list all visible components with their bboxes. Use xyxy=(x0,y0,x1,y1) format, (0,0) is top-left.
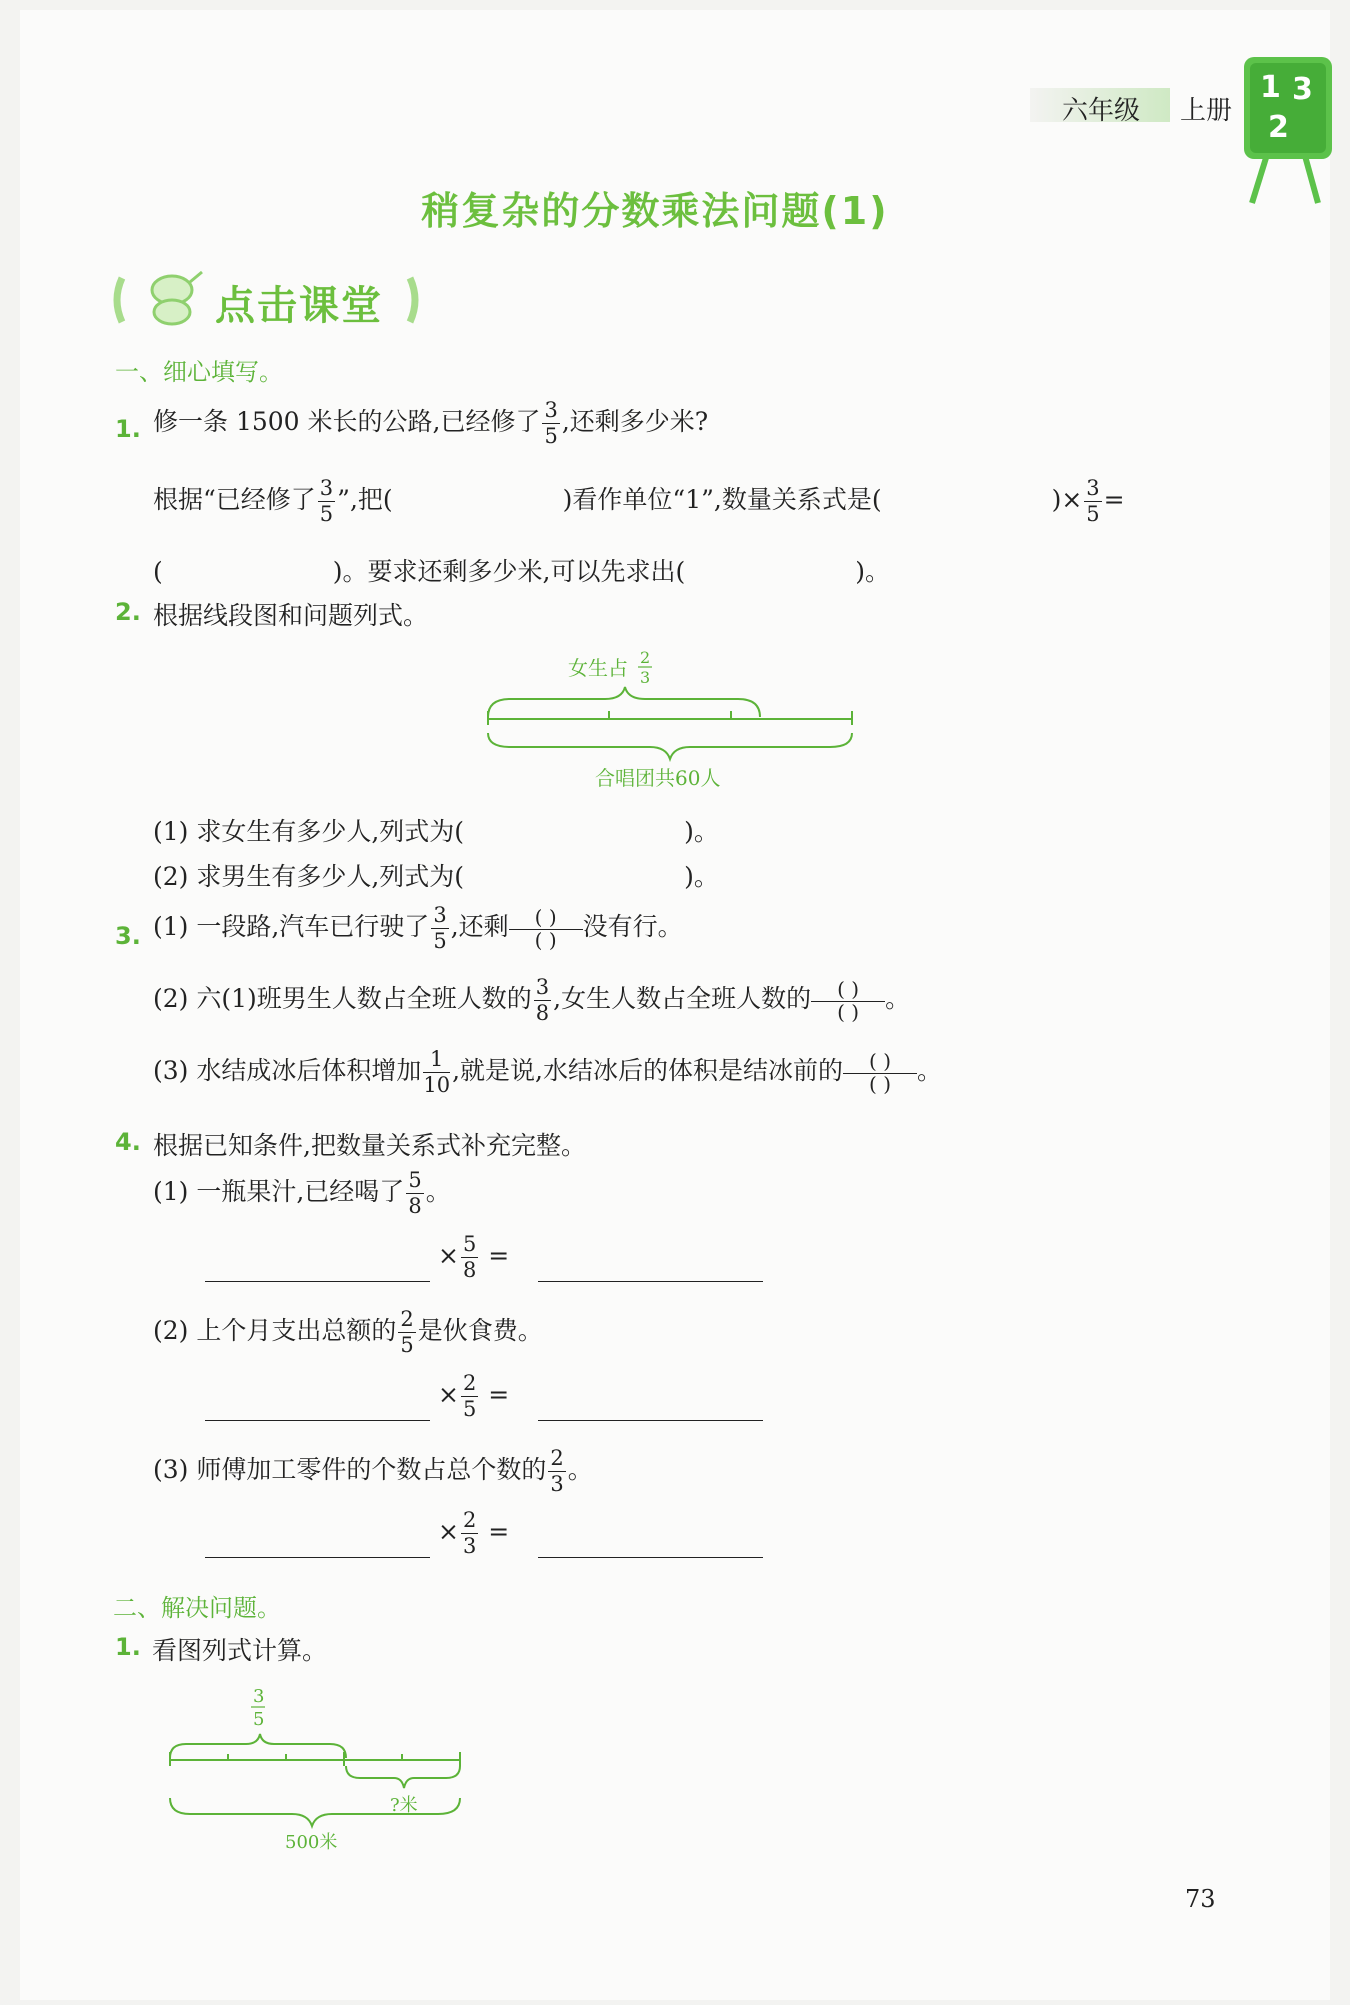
svg-text:5: 5 xyxy=(253,1709,265,1730)
svg-text:3: 3 xyxy=(640,668,651,687)
section1-heading: 一、细心填写。 xyxy=(115,358,283,386)
q2-number: 2. xyxy=(115,598,141,626)
answer-line[interactable] xyxy=(205,1420,430,1421)
q4-sub1: (1) 一瓶果汁,已经喝了 $\frac{5}{8}$ 。 xyxy=(153,1168,451,1218)
grade-label: 六年级 xyxy=(1062,96,1141,126)
svg-text:3: 3 xyxy=(253,1686,265,1707)
svg-text:女生占: 女生占 xyxy=(568,656,628,680)
q2-sub2: (2) 求男生有多少人,列式为( )。 xyxy=(153,862,719,891)
q1-line3: ( )。要求还剩多少米,可以先求出( )。 xyxy=(153,557,890,586)
q3-sub2: (2) 六(1)班男生人数占全班人数的 $\frac{3}{8}$ ,女生人数占全班人数的 ( ) ( ) 。 xyxy=(153,975,911,1025)
q3-number: 3. xyxy=(115,922,141,950)
answer-line[interactable] xyxy=(205,1281,430,1282)
q4-sub2: (2) 上个月支出总额的 $\frac{2}{5}$ 是伙食费。 xyxy=(153,1307,543,1357)
svg-text:1: 1 xyxy=(1260,70,1281,105)
svg-text:?米: ?米 xyxy=(390,1795,418,1816)
q2-question: 根据线段图和问题列式。 xyxy=(153,601,429,630)
q2-sub1: (1) 求女生有多少人,列式为( )。 xyxy=(153,817,719,846)
answer-line[interactable] xyxy=(205,1557,430,1558)
svg-text:2: 2 xyxy=(1268,110,1289,145)
s2-segment-diagram xyxy=(160,1680,480,1860)
q4-number: 4. xyxy=(115,1128,141,1156)
page-title: 稍复杂的分数乘法问题(1) xyxy=(421,189,889,233)
svg-text:3: 3 xyxy=(1292,72,1313,107)
q4-sub2-formula: × $\frac{2}{5}$ = xyxy=(438,1371,510,1421)
page-number: 73 xyxy=(1185,1885,1216,1913)
answer-line[interactable] xyxy=(538,1557,763,1558)
answer-fraction-blank[interactable]: ( ) ( ) xyxy=(509,907,583,950)
q2-segment-diagram xyxy=(470,645,870,795)
svg-text:合唱团共60人: 合唱团共60人 xyxy=(595,766,721,790)
q1-number: 1. xyxy=(115,415,141,443)
section2-heading: 二、解决问题。 xyxy=(113,1594,281,1622)
q3-sub3: (3) 水结成冰后体积增加 $\frac{1}{10}$ ,就是说,水结冰后的体积是结冰前的 ( ) ( ) 。 xyxy=(153,1047,943,1097)
q4-sub3: (3) 师傅加工零件的个数占总个数的 $\frac{2}{3}$ 。 xyxy=(153,1446,593,1496)
q4-sub1-formula: × $\frac{5}{8}$ = xyxy=(438,1232,510,1282)
s2-q1-number: 1. xyxy=(115,1633,141,1661)
answer-line[interactable] xyxy=(538,1420,763,1421)
volume-label: 上册 xyxy=(1180,96,1233,126)
svg-text:2: 2 xyxy=(640,648,651,667)
answer-line[interactable] xyxy=(538,1281,763,1282)
s2-q1-question: 看图列式计算。 xyxy=(152,1636,328,1665)
q1-question: 修一条 1500 米长的公路,已经修了 $\frac{3}{5}$ ,还剩多少米? xyxy=(153,398,709,448)
q3-sub1: (1) 一段路,汽车已行驶了 $\frac{3}{5}$ ,还剩 ( ) ( ) 没有行。 xyxy=(153,903,683,953)
q1-line2: 根据“已经修了 $\frac{3}{5}$ ”,把( )看作单位“1”,数量关系式是( )× $\frac{3}{5}$ = xyxy=(153,476,1125,526)
fraction: $\frac{3}{5}$ xyxy=(544,398,558,448)
q4-question: 根据已知条件,把数量关系式补充完整。 xyxy=(153,1131,586,1160)
answer-fraction-blank[interactable]: ( ) ( ) xyxy=(843,1051,917,1094)
banner-title: 点击课堂 xyxy=(215,283,383,329)
q4-sub3-formula: × $\frac{2}{3}$ = xyxy=(438,1508,510,1558)
answer-fraction-blank[interactable]: ( ) ( ) xyxy=(811,979,885,1022)
svg-text:500米: 500米 xyxy=(285,1832,338,1853)
